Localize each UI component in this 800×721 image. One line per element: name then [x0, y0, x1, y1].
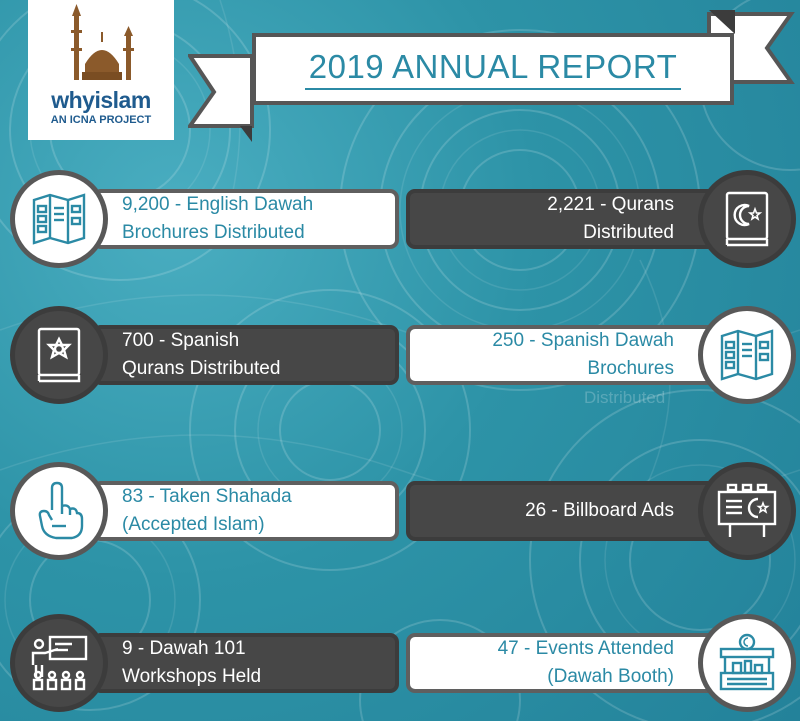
stat-line-2: Workshops Held — [122, 666, 262, 687]
stat-line-1: 83 - Taken Shahada — [122, 486, 292, 507]
banner-tail-left — [188, 52, 258, 172]
quran-icon — [719, 189, 775, 249]
stat-line-1: 26 - Billboard Ads — [525, 500, 674, 521]
logo-wordmark: whyislam — [51, 87, 151, 113]
overflow-text: Distributed — [584, 388, 666, 407]
logo-tagline: AN ICNA PROJECT — [50, 114, 152, 126]
mosque-icon — [28, 0, 174, 90]
brochure-icon-badge — [10, 170, 108, 268]
stat-english-brochures — [92, 189, 399, 249]
whyislam-logo — [28, 0, 174, 140]
stat-line-1: 9,200 - English Dawah — [122, 194, 314, 215]
booth-icon-badge — [698, 614, 796, 712]
stat-line-2: Brochures Distributed — [122, 222, 305, 243]
stat-line-2: Brochures — [587, 358, 674, 379]
billboard-icon — [716, 483, 778, 539]
shahada-icon-badge — [10, 462, 108, 560]
quran-icon-badge — [698, 170, 796, 268]
spanish-quran-icon-badge — [10, 306, 108, 404]
title-banner — [252, 33, 734, 105]
raised-finger-icon — [32, 480, 86, 542]
brochure-icon — [718, 326, 776, 384]
stat-events — [406, 633, 718, 693]
report-title: 2019 ANNUAL REPORT — [305, 48, 682, 90]
stat-line-1: 9 - Dawah 101 — [122, 638, 246, 659]
stat-spanish-brochures — [406, 325, 718, 385]
stat-line-2: Distributed — [583, 222, 674, 243]
stat-shahada — [92, 481, 399, 541]
stat-billboards — [406, 481, 718, 541]
stat-line-1: 700 - Spanish — [122, 330, 240, 351]
brochure-icon — [30, 190, 88, 248]
stat-line-2: (Accepted Islam) — [122, 514, 265, 535]
booth-icon — [717, 633, 777, 693]
workshop-icon — [28, 635, 90, 691]
stat-spanish-qurans — [92, 325, 399, 385]
stat-line-1: 2,221 - Qurans — [547, 194, 674, 215]
stat-workshops — [92, 633, 399, 693]
workshop-icon-badge — [10, 614, 108, 712]
stat-line-2: Qurans Distributed — [122, 358, 281, 379]
quran-icon — [31, 325, 87, 385]
stat-line-2: (Dawah Booth) — [547, 666, 674, 687]
stat-qurans — [406, 189, 718, 249]
stat-line-1: 47 - Events Attended — [497, 638, 674, 659]
stat-line-1: 250 - Spanish Dawah — [492, 330, 674, 351]
billboard-icon-badge — [698, 462, 796, 560]
spanish-brochure-icon-badge — [698, 306, 796, 404]
